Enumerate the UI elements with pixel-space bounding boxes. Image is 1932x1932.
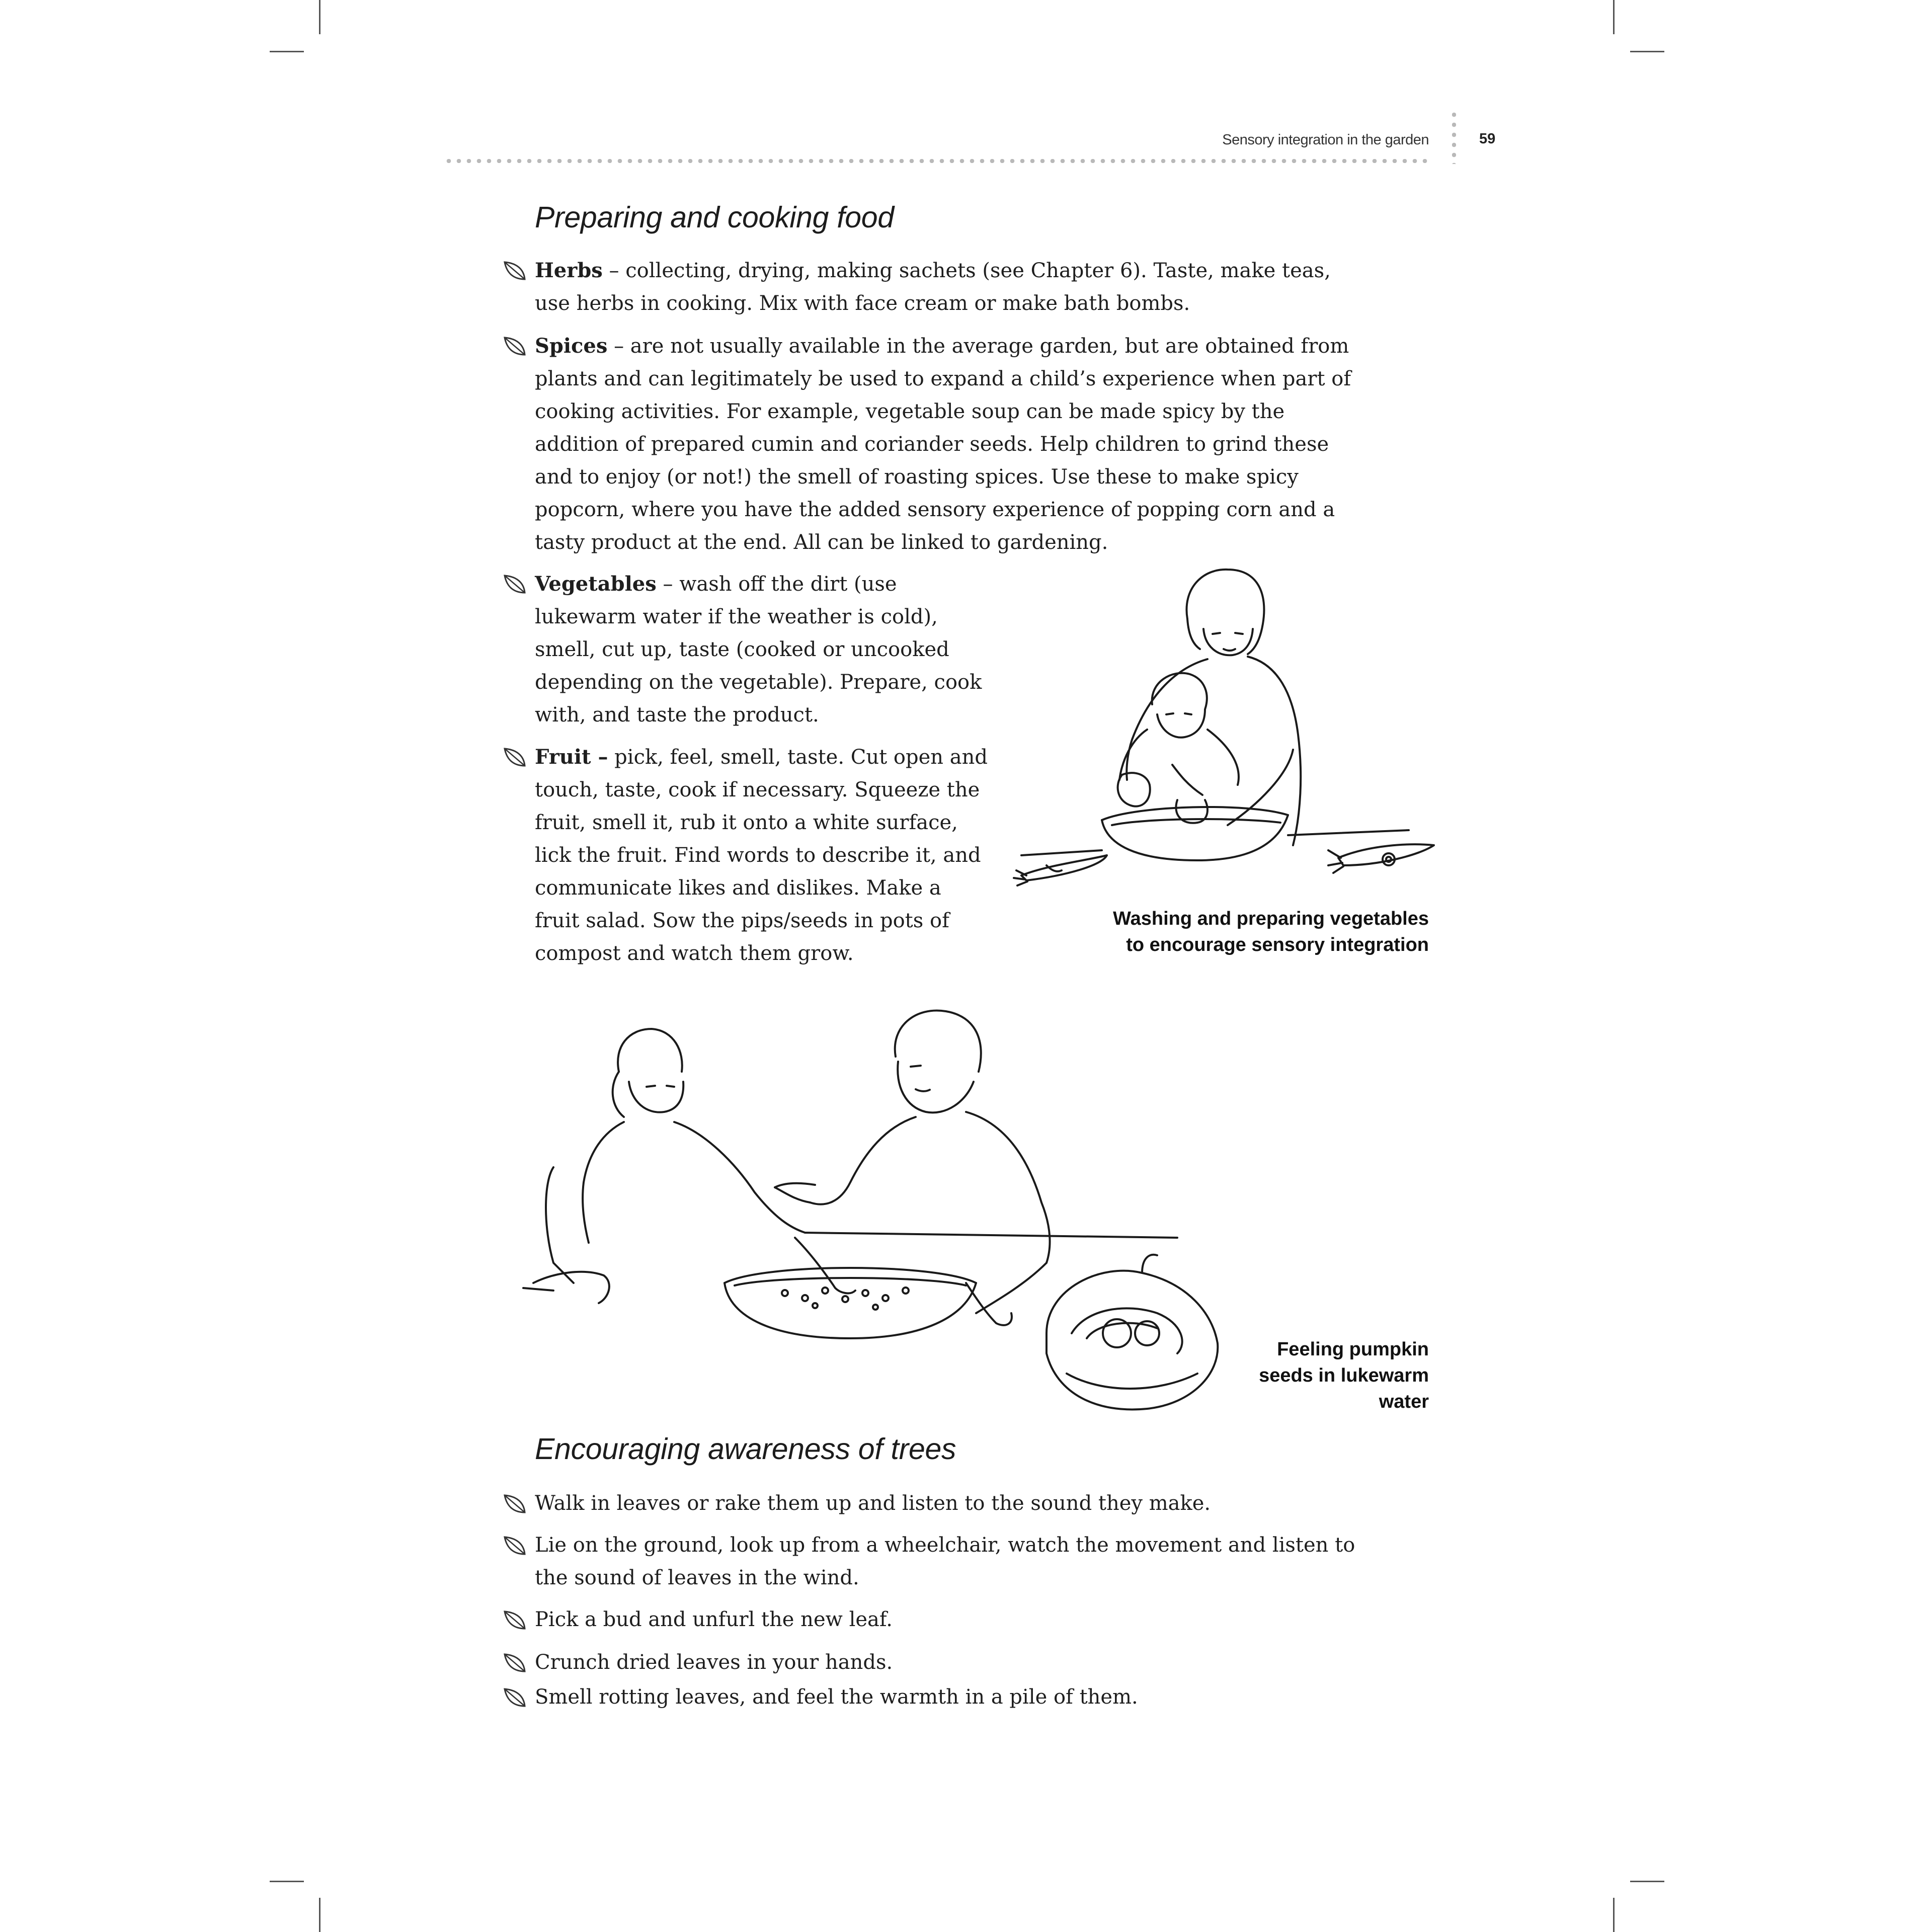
list-item	[535, 1681, 1360, 1714]
list-item	[535, 1487, 1360, 1520]
leaf-icon	[502, 1608, 528, 1632]
item-term: Spices	[535, 334, 608, 358]
list-item	[535, 741, 988, 970]
caption-line: seeds in lukewarm	[1259, 1365, 1429, 1386]
figure-caption	[1006, 906, 1429, 958]
running-title: Sensory integration in the garden	[1222, 132, 1429, 148]
item-text: – collecting, drying, making sachets (see Chapter 6). Taste, make teas, use herbs in cooking. Mix with face cream or make bath bombs.	[535, 259, 1331, 315]
list-item	[535, 1529, 1360, 1594]
illustration-washing-vegetables	[1006, 564, 1439, 891]
leaf-icon	[502, 746, 528, 769]
page-number: 59	[1479, 131, 1496, 147]
leaf-icon	[502, 1686, 528, 1709]
crop-mark	[1613, 0, 1615, 34]
caption-line: water	[1379, 1391, 1429, 1412]
figure-caption	[1208, 1336, 1429, 1415]
item-text: Walk in leaves or rake them up and listen to the sound they make.	[535, 1492, 1211, 1515]
crop-mark	[270, 51, 304, 52]
item-text: pick, feel, smell, taste. Cut open and touch, taste, cook if necessary. Squeeze the fruit, smell it, rub it onto a white surface, lick the fruit. Find words to describe it, and communicate likes and dislikes. Make a fruit salad. Sow the pips/seeds in pots of compost and watch them grow.	[535, 746, 988, 965]
crop-mark	[1630, 51, 1664, 52]
item-term: Fruit –	[535, 745, 608, 769]
crop-mark	[270, 1881, 304, 1882]
list-item	[535, 330, 1360, 559]
leaf-icon	[502, 335, 528, 358]
list-item	[535, 568, 988, 732]
crop-mark	[1613, 1898, 1615, 1932]
item-text: Lie on the ground, look up from a wheelchair, watch the movement and listen to the sound of leaves in the wind.	[535, 1534, 1355, 1589]
leaf-icon	[502, 1534, 528, 1557]
list-item	[535, 1603, 1360, 1636]
item-term: Vegetables	[535, 572, 657, 596]
item-term: Herbs	[535, 259, 603, 282]
list-item	[535, 254, 1360, 320]
caption-line: to encourage sensory integration	[1126, 934, 1429, 955]
crop-mark	[1630, 1881, 1664, 1882]
section-heading: Encouraging awareness of trees	[535, 1432, 956, 1466]
section-heading: Preparing and cooking food	[535, 201, 894, 234]
leaf-icon	[502, 573, 528, 596]
caption-line: Washing and preparing vegetables	[1113, 908, 1429, 929]
leaf-icon	[502, 1492, 528, 1515]
item-text: – wash off the dirt (use lukewarm water if the weather is cold), smell, cut up, taste (cooked or uncooked depending on the vegetable). Prepare, cook with, and taste the product.	[535, 573, 982, 727]
caption-line: Feeling pumpkin	[1277, 1339, 1429, 1360]
header-dotted-rule	[444, 159, 1430, 163]
crop-mark	[319, 0, 320, 34]
item-text: Smell rotting leaves, and feel the warmth in a pile of them.	[535, 1685, 1138, 1709]
item-text: Crunch dried leaves in your hands.	[535, 1651, 893, 1674]
leaf-icon	[502, 259, 528, 282]
header-dot-divider	[1452, 110, 1456, 164]
leaf-icon	[502, 1651, 528, 1674]
item-text: – are not usually available in the average garden, but are obtained from plants and can legitimately be used to expand a child’s experience when part of cooking activities. For example, vegetable soup can be made spicy by the addition of prepared cumin and coriander seeds. Help children to grind these and to enjoy (or not!) the smell of roasting spices. Use these to make spicy popcorn, where you have the added sensory experience of popping corn and a tasty product at the end. All can be linked to gardening.	[535, 335, 1351, 554]
item-text: Pick a bud and unfurl the new leaf.	[535, 1608, 893, 1631]
illustration-pumpkin-seeds	[523, 1001, 1248, 1419]
list-item	[535, 1646, 1360, 1679]
crop-mark	[319, 1898, 320, 1932]
